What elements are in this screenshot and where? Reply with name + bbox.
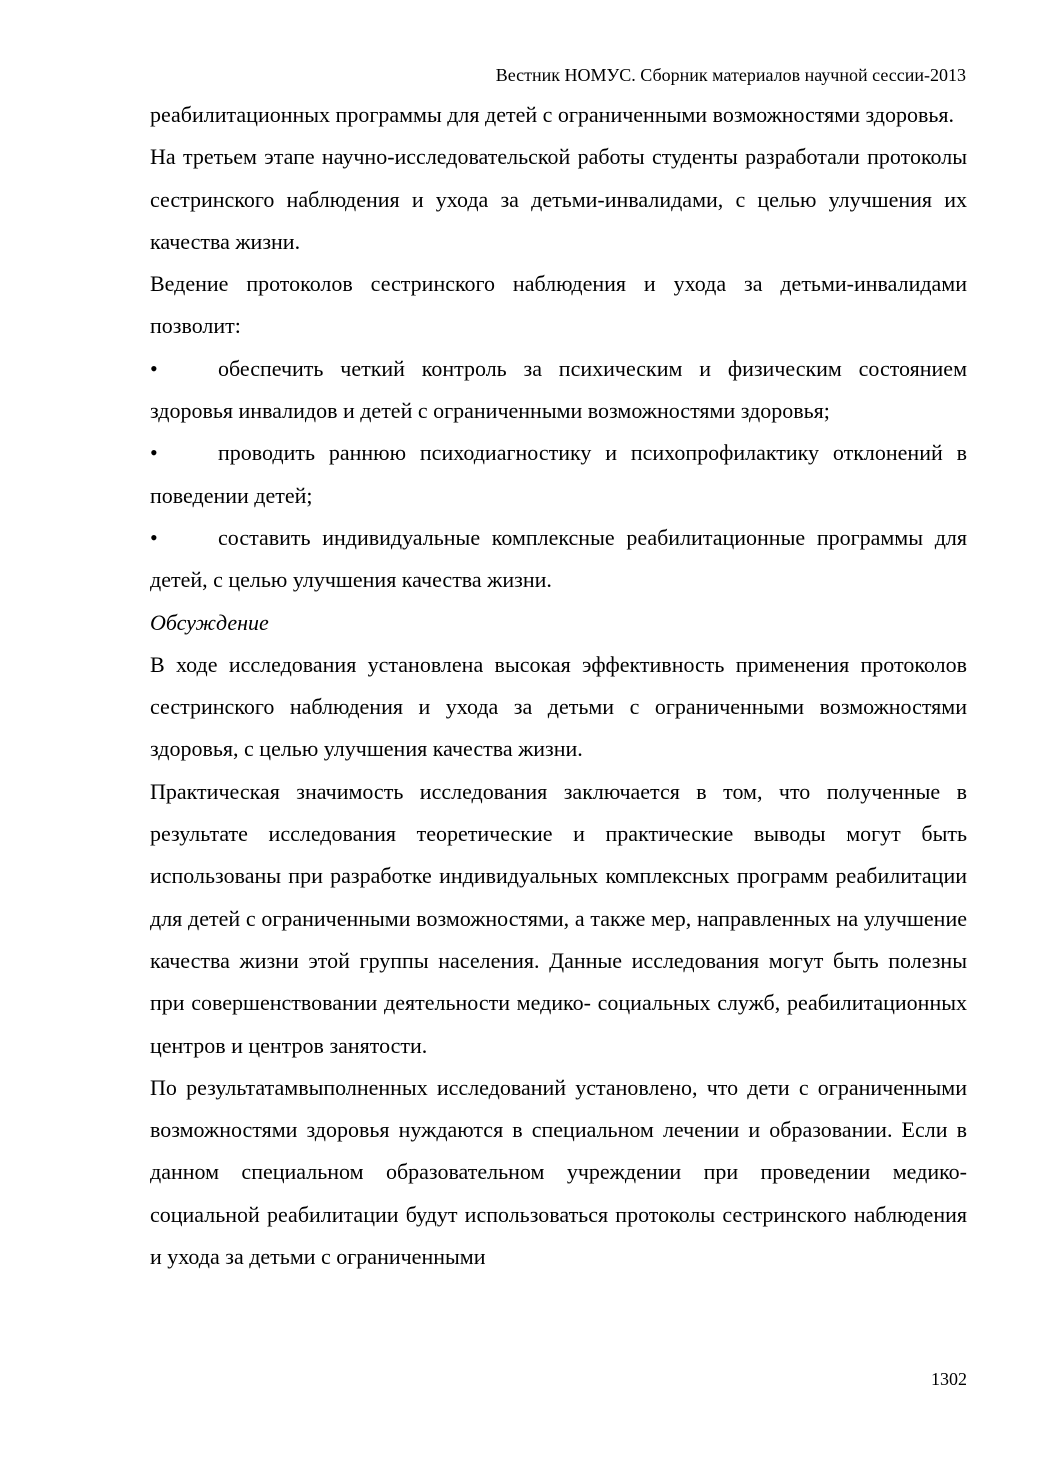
bullet-item-programs: [150, 517, 967, 602]
paragraph-results: По результатамвыполненных исследований установлено, что дети с ограниченными возможностями здоровья нуждаются в специальном лечении и образовании. Если в данном специальном образовательном учреждении при проведении медико- социальной реабилитации будут использоваться протоколы сестринского наблюдения и ухода за детьми с ограниченными: [150, 1074, 967, 1270]
running-header: Вестник НОМУС. Сборник материалов научной сессии-2013: [495, 65, 966, 85]
page-number: 1302: [931, 1369, 967, 1389]
bullet-item-control: [150, 348, 967, 433]
paragraph-protocols-intro: Ведение протоколов сестринского наблюдения и ухода за детьми-инвалидами позволит:: [150, 271, 967, 339]
paragraph-practical-significance: Практическая значимость исследования заключается в том, что полученные в результате исследования теоретические и практические выводы могут быть использованы при разработке индивидуальных комплексных программ реабилитации для детей с ограниченными возможностями, а также мер, направленных на улучшение качества жизни этой группы населения. Данные исследования могут быть полезны при совершенствовании деятельности медико- социальных служб, реабилитационных центров и центров занятости.: [150, 778, 967, 1058]
bullet-icon: •: [150, 440, 158, 466]
bullet-item-diagnostics: [150, 432, 967, 517]
bullet-item-text: составить индивидуальные комплексные реабилитационные программы для детей, с целью улучшения качества жизни.: [150, 524, 967, 593]
bullet-item-text: проводить раннюю психодиагностику и психопрофилактику отклонений в поведении детей;: [150, 440, 967, 508]
paragraph-discussion: В ходе исследования установлена высокая эффективность применения протоколов сестринского наблюдения и ухода за детьми с ограниченными возможностями здоровья, с целью улучшения качества жизни.: [150, 651, 967, 762]
paragraph-continued: реабилитационных программы для детей с ограниченными возможностями здоровья.: [150, 102, 955, 127]
bullet-icon: •: [150, 355, 158, 381]
paragraph-third-stage: На третьем этапе научно-исследовательской работы студенты разработали протоколы сестринского наблюдения и ухода за детьми-инвалидами, с целью улучшения их качества жизни.: [150, 144, 967, 254]
section-heading-discussion: Обсуждение: [150, 609, 269, 635]
body-text: [150, 94, 967, 1278]
bullet-icon: •: [150, 524, 158, 550]
bullet-item-text: обеспечить четкий контроль за психическим и физическим состоянием здоровья инвалидов и детей с ограниченными возможностями здоровья;: [150, 355, 967, 424]
